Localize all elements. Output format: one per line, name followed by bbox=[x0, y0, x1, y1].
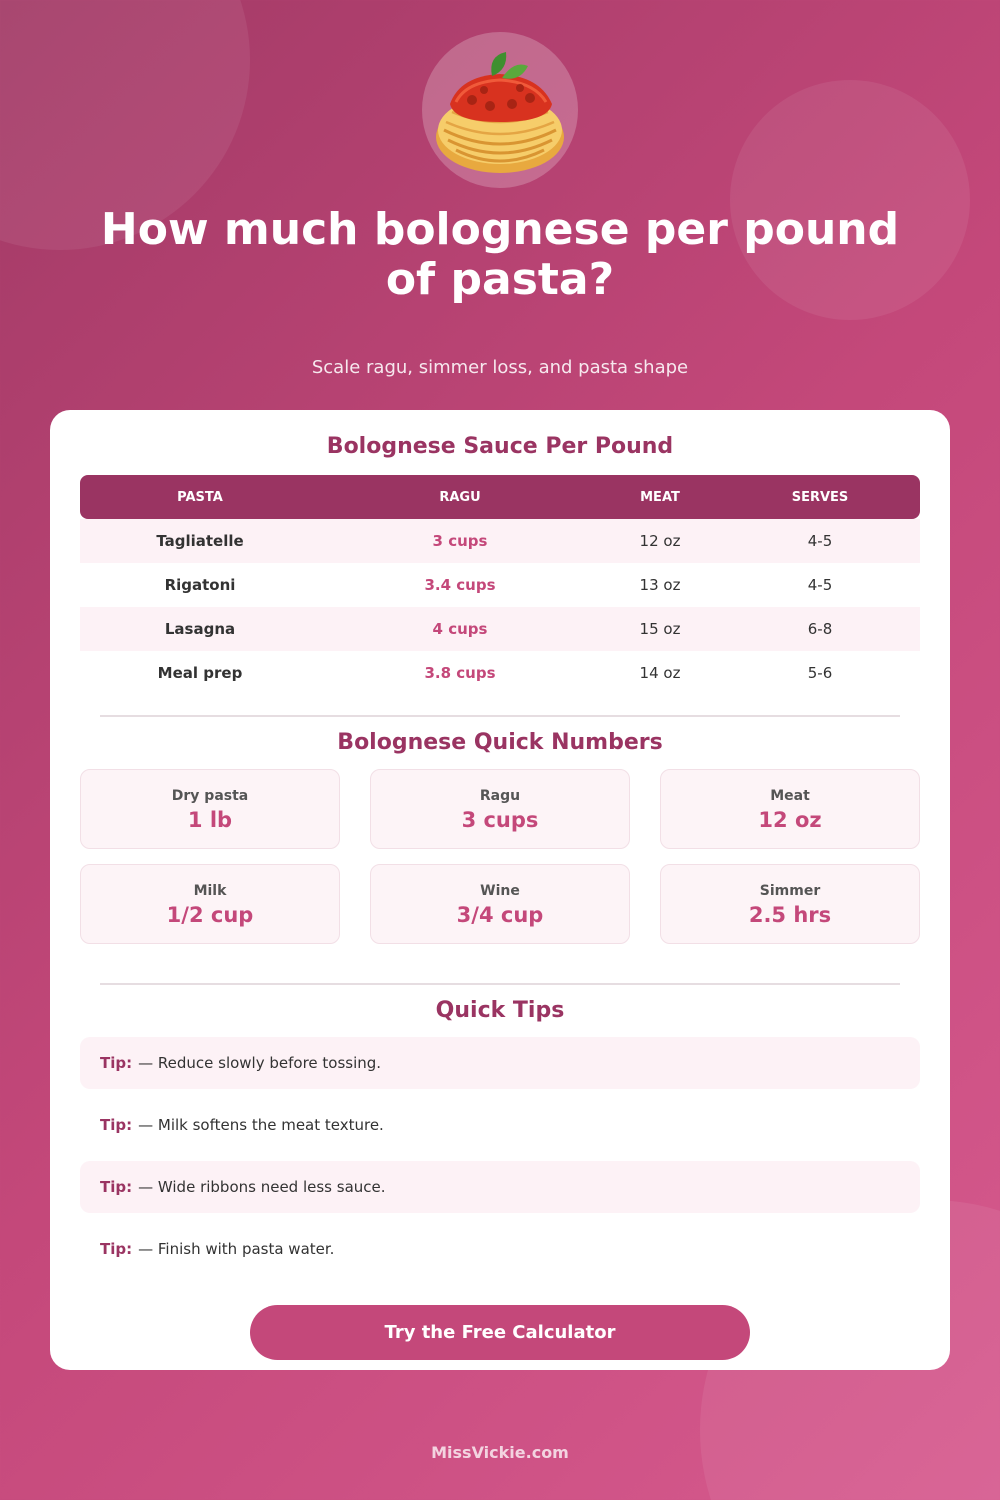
cell-meat: 13 oz bbox=[639, 576, 681, 594]
cell-pasta: Tagliatelle bbox=[156, 532, 244, 550]
cell-meat: 15 oz bbox=[639, 620, 681, 638]
stat-value: 3 cups bbox=[461, 808, 539, 832]
table-row bbox=[80, 651, 920, 695]
cell-ragu: 3.4 cups bbox=[424, 576, 496, 594]
stat-value: 12 oz bbox=[758, 808, 822, 832]
cell-ragu: 3.8 cups bbox=[424, 664, 496, 682]
tip-text: — Finish with pasta water. bbox=[138, 1240, 335, 1258]
tip-prefix: Tip: bbox=[100, 1178, 133, 1196]
cell-meat: 14 oz bbox=[639, 664, 681, 682]
stat-label: Meat bbox=[770, 788, 810, 804]
section-divider bbox=[100, 715, 900, 717]
quick-tips-title: Quick Tips bbox=[435, 998, 565, 1023]
stat-value: 2.5 hrs bbox=[748, 903, 832, 927]
column-header-pasta: PASTA bbox=[177, 489, 223, 505]
cell-serves: 4-5 bbox=[807, 576, 833, 594]
content-card bbox=[50, 410, 950, 1370]
sauce-table bbox=[80, 475, 920, 695]
sauce-table-title: Bolognese Sauce Per Pound bbox=[326, 434, 674, 459]
spaghetti-bowl-icon bbox=[430, 42, 570, 178]
stat-label: Simmer bbox=[759, 883, 821, 899]
stat-value: 1 lb bbox=[187, 808, 233, 832]
table-row bbox=[80, 519, 920, 563]
page-subtitle: Scale ragu, simmer loss, and pasta shape bbox=[311, 357, 689, 378]
cell-pasta: Rigatoni bbox=[164, 576, 236, 594]
tip-prefix: Tip: bbox=[100, 1116, 133, 1134]
stat-card-dry-pasta bbox=[80, 769, 340, 849]
tip-item bbox=[80, 1223, 920, 1275]
column-header-ragu: RAGU bbox=[439, 489, 481, 505]
stat-value: 1/2 cup bbox=[166, 903, 254, 927]
tip-prefix: Tip: bbox=[100, 1240, 133, 1258]
column-header-serves: SERVES bbox=[791, 489, 849, 505]
try-calculator-button[interactable]: Try the Free Calculator bbox=[250, 1305, 750, 1360]
tip-text: — Wide ribbons need less sauce. bbox=[138, 1178, 386, 1196]
stat-card-wine bbox=[370, 864, 630, 944]
tip-item bbox=[80, 1099, 920, 1151]
cell-ragu: 4 cups bbox=[432, 620, 488, 638]
stat-card-ragu bbox=[370, 769, 630, 849]
stat-card-milk bbox=[80, 864, 340, 944]
cell-serves: 5-6 bbox=[807, 664, 833, 682]
footer-brand: MissVickie.com bbox=[431, 1443, 569, 1462]
page-title: How much bolognese per pound of pasta? bbox=[100, 204, 900, 305]
table-header bbox=[80, 475, 920, 519]
tip-text: — Reduce slowly before tossing. bbox=[138, 1054, 382, 1072]
stat-label: Wine bbox=[480, 883, 520, 899]
cell-serves: 6-8 bbox=[807, 620, 833, 638]
cell-ragu: 3 cups bbox=[432, 532, 488, 550]
stat-label: Dry pasta bbox=[171, 788, 249, 804]
stat-card-meat bbox=[660, 769, 920, 849]
stat-label: Ragu bbox=[479, 788, 521, 804]
cell-pasta: Meal prep bbox=[157, 664, 243, 682]
cell-serves: 4-5 bbox=[807, 532, 833, 550]
tips-list bbox=[80, 1037, 920, 1285]
cell-meat: 12 oz bbox=[639, 532, 681, 550]
quick-numbers-grid bbox=[80, 769, 920, 944]
table-row bbox=[80, 607, 920, 651]
stat-card-simmer bbox=[660, 864, 920, 944]
logo-badge bbox=[422, 32, 578, 188]
quick-numbers-title: Bolognese Quick Numbers bbox=[337, 730, 663, 755]
cell-pasta: Lasagna bbox=[164, 620, 236, 638]
stat-value: 3/4 cup bbox=[456, 903, 544, 927]
column-header-meat: MEAT bbox=[640, 489, 680, 505]
tip-prefix: Tip: bbox=[100, 1054, 133, 1072]
table-row bbox=[80, 563, 920, 607]
tip-text: — Milk softens the meat texture. bbox=[138, 1116, 384, 1134]
section-divider bbox=[100, 983, 900, 985]
tip-item bbox=[80, 1037, 920, 1089]
stat-label: Milk bbox=[193, 883, 227, 899]
tip-item bbox=[80, 1161, 920, 1213]
